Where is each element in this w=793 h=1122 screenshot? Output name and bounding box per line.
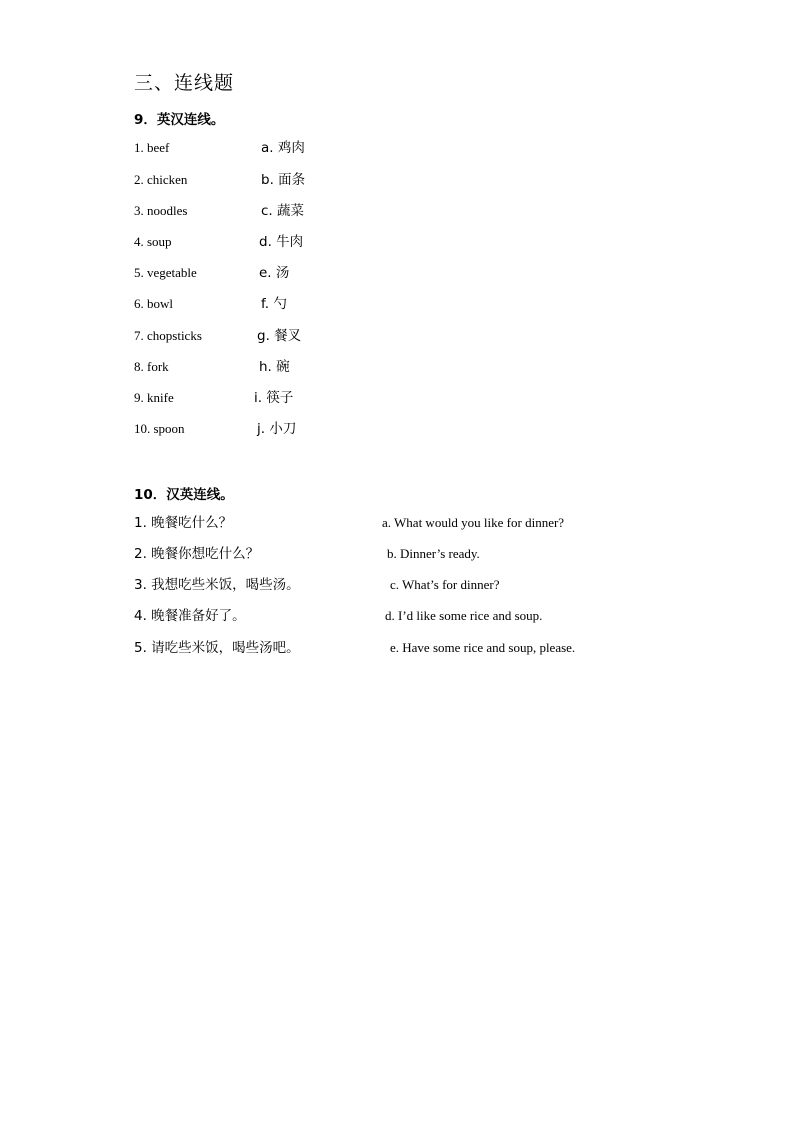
q9-english-item: 6. bowl (134, 296, 173, 311)
q10-chinese-item: 2. 晚餐你想吃什么？ (134, 546, 260, 562)
q10-row (0, 513, 793, 533)
q9-english-item: 7. chopsticks (134, 328, 202, 343)
q9-chinese-item: i. 筷子 (254, 390, 294, 406)
q9-row (0, 170, 793, 190)
question-9-title: 9．英汉连线。 (134, 112, 225, 128)
q9-chinese-item: e. 汤 (259, 265, 290, 281)
question-10-title: 10．汉英连线。 (134, 487, 234, 503)
q9-english-item: 10. spoon (134, 421, 185, 436)
q9-row (0, 138, 793, 158)
q9-row (0, 419, 793, 439)
q9-chinese-item: c. 蔬菜 (261, 203, 305, 219)
q9-chinese-item: d. 牛肉 (259, 234, 304, 250)
q9-english-item: 3. noodles (134, 203, 188, 218)
q9-row (0, 263, 793, 283)
q10-english-item: a. What would you like for dinner? (382, 515, 565, 530)
q9-row (0, 357, 793, 377)
q9-chinese-item: a. 鸡肉 (261, 140, 305, 156)
q10-english-item: b. Dinner’s ready. (387, 546, 480, 561)
q9-english-item: 8. fork (134, 359, 169, 374)
q10-row (0, 575, 793, 595)
q9-chinese-item: h. 碗 (259, 359, 290, 375)
q9-chinese-item: f. 勺 (261, 296, 287, 312)
q10-english-item: d. I’d like some rice and soup. (385, 608, 543, 623)
q9-english-item: 4. soup (134, 234, 172, 249)
q9-english-item: 9. knife (134, 390, 174, 405)
q9-chinese-item: g. 餐叉 (257, 328, 302, 344)
q9-row (0, 294, 793, 314)
q9-english-item: 5. vegetable (134, 265, 197, 280)
q10-row (0, 638, 793, 658)
q10-row (0, 544, 793, 564)
q10-english-item: c. What’s for dinner? (390, 577, 500, 592)
q9-english-item: 2. chicken (134, 172, 188, 187)
q9-english-item: 1. beef (134, 140, 170, 155)
q10-chinese-item: 1. 晚餐吃什么？ (134, 515, 233, 531)
q10-chinese-item: 4. 晚餐准备好了。 (134, 608, 246, 624)
q9-row (0, 232, 793, 252)
q9-row (0, 201, 793, 221)
q9-chinese-item: j. 小刀 (257, 421, 297, 437)
q9-row (0, 326, 793, 346)
q9-chinese-item: b. 面条 (261, 172, 306, 188)
q9-row (0, 388, 793, 408)
q10-row (0, 606, 793, 626)
q10-chinese-item: 5. 请吃些米饭，喝些汤吧。 (134, 640, 300, 656)
q10-english-item: e. Have some rice and soup, please. (390, 640, 576, 655)
section-title: 三、连线题 (134, 72, 235, 94)
q10-chinese-item: 3. 我想吃些米饭，喝些汤。 (134, 577, 300, 593)
